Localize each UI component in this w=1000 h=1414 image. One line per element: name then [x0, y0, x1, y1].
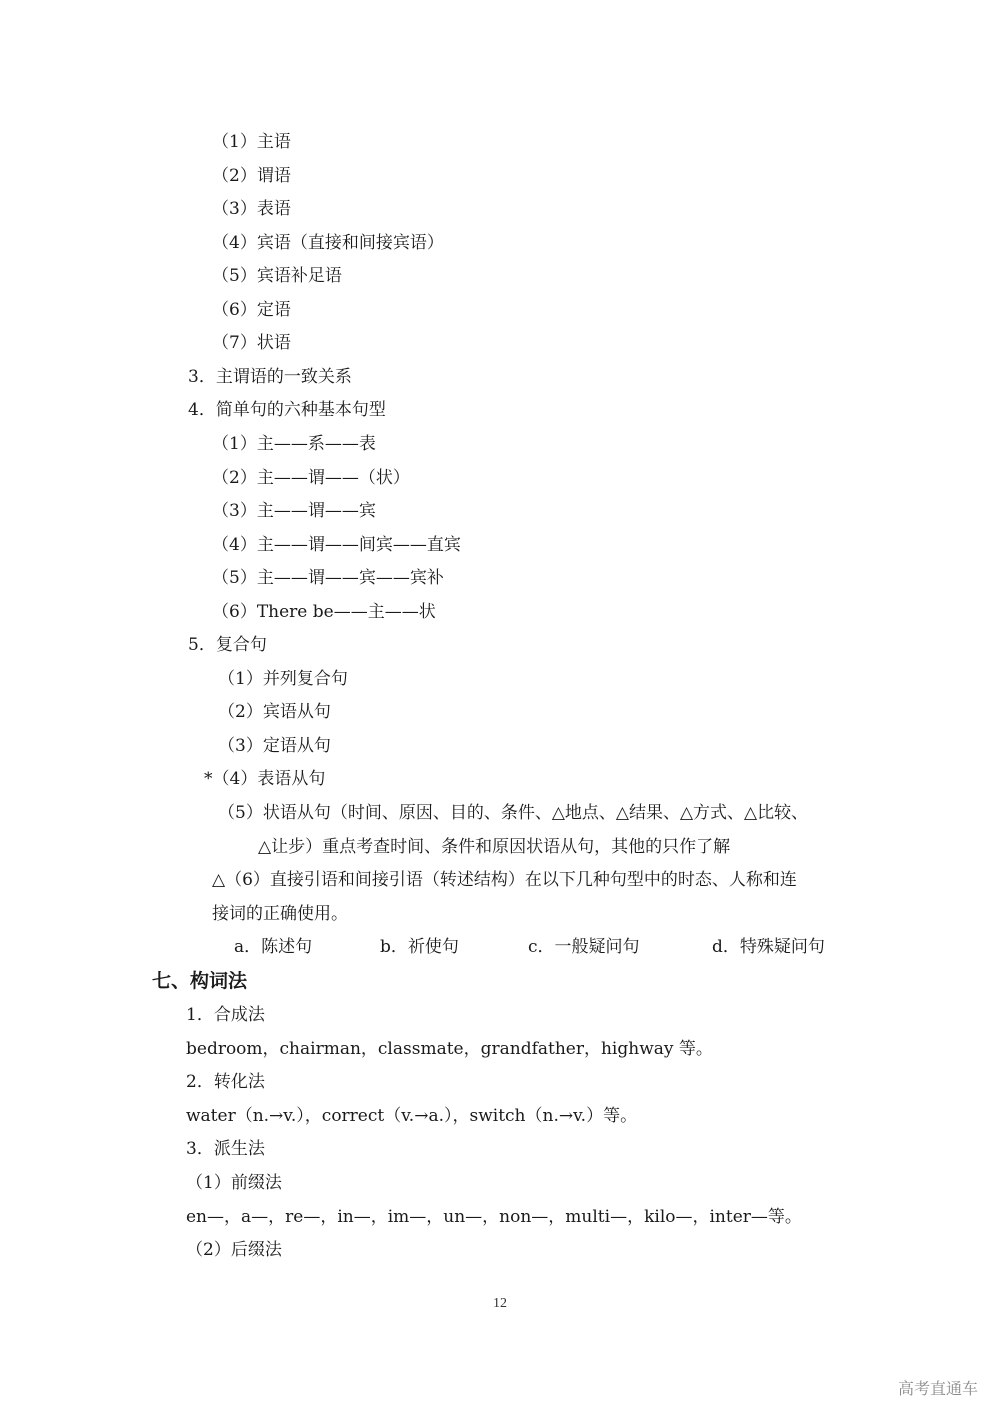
clause-adverbial-cont: △让步）重点考查时间、条件和原因状语从句，其他的只作了解: [258, 837, 731, 857]
method-1-title: 1．合成法: [186, 1005, 265, 1025]
item-predicate: （2）谓语: [212, 166, 291, 186]
method-1-examples: bedroom，chairman，classmate，grandfather，highway 等。: [186, 1039, 713, 1059]
page-number: 12: [493, 1296, 507, 1311]
clause-speech: △（6）直接引语和间接引语（转述结构）在以下几种句型中的时态、人称和连: [212, 870, 797, 890]
option-c: c．一般疑问句: [528, 937, 640, 957]
item-predicative: （3）表语: [212, 199, 291, 219]
item-object: （4）宾语（直接和间接宾语）: [212, 233, 444, 253]
pattern-5: （5）主——谓——宾——宾补: [212, 568, 444, 588]
item-attribute: （6）定语: [212, 300, 291, 320]
watermark: 高考直通车: [897, 1379, 978, 1398]
suffix-title: （2）后缀法: [186, 1240, 282, 1260]
sentence-type-options: [0, 936, 1000, 958]
option-a: a．陈述句: [234, 937, 313, 957]
option-d: d．特殊疑问句: [712, 937, 825, 957]
section-4-title: 4．简单句的六种基本句型: [188, 400, 386, 420]
clause-attributive: （3）定语从句: [218, 736, 331, 756]
item-subject: （1）主语: [212, 132, 291, 152]
method-2-title: 2．转化法: [186, 1072, 265, 1092]
prefix-examples: en—，a—，re—，in—，im—，un—，non—，multi—，kilo—，inter—等。: [186, 1207, 802, 1227]
option-b: b．祈使句: [380, 937, 459, 957]
section-5-title: 5．复合句: [188, 635, 267, 655]
pattern-1: （1）主——系——表: [212, 434, 376, 454]
clause-speech-cont: 接词的正确使用。: [212, 904, 348, 924]
pattern-2: （2）主——谓——（状）: [212, 468, 410, 488]
clause-predicative: *（4）表语从句: [204, 769, 326, 789]
chapter-heading: 七、构词法: [152, 970, 248, 992]
method-3-title: 3．派生法: [186, 1139, 265, 1159]
method-2-examples: water（n.→v.），correct（v.→a.），switch（n.→v.）等。: [186, 1106, 638, 1126]
pattern-4: （4）主——谓——间宾——直宾: [212, 535, 461, 555]
item-object-complement: （5）宾语补足语: [212, 266, 342, 286]
pattern-6: （6）There be——主——状: [212, 602, 436, 622]
prefix-title: （1）前缀法: [186, 1173, 282, 1193]
clause-adverbial: （5）状语从句（时间、原因、目的、条件、△地点、△结果、△方式、△比较、: [218, 803, 809, 823]
clause-compound: （1）并列复合句: [218, 669, 348, 689]
item-adverbial: （7）状语: [212, 333, 291, 353]
clause-object: （2）宾语从句: [218, 702, 331, 722]
pattern-3: （3）主——谓——宾: [212, 501, 376, 521]
section-3-title: 3．主谓语的一致关系: [188, 367, 352, 387]
